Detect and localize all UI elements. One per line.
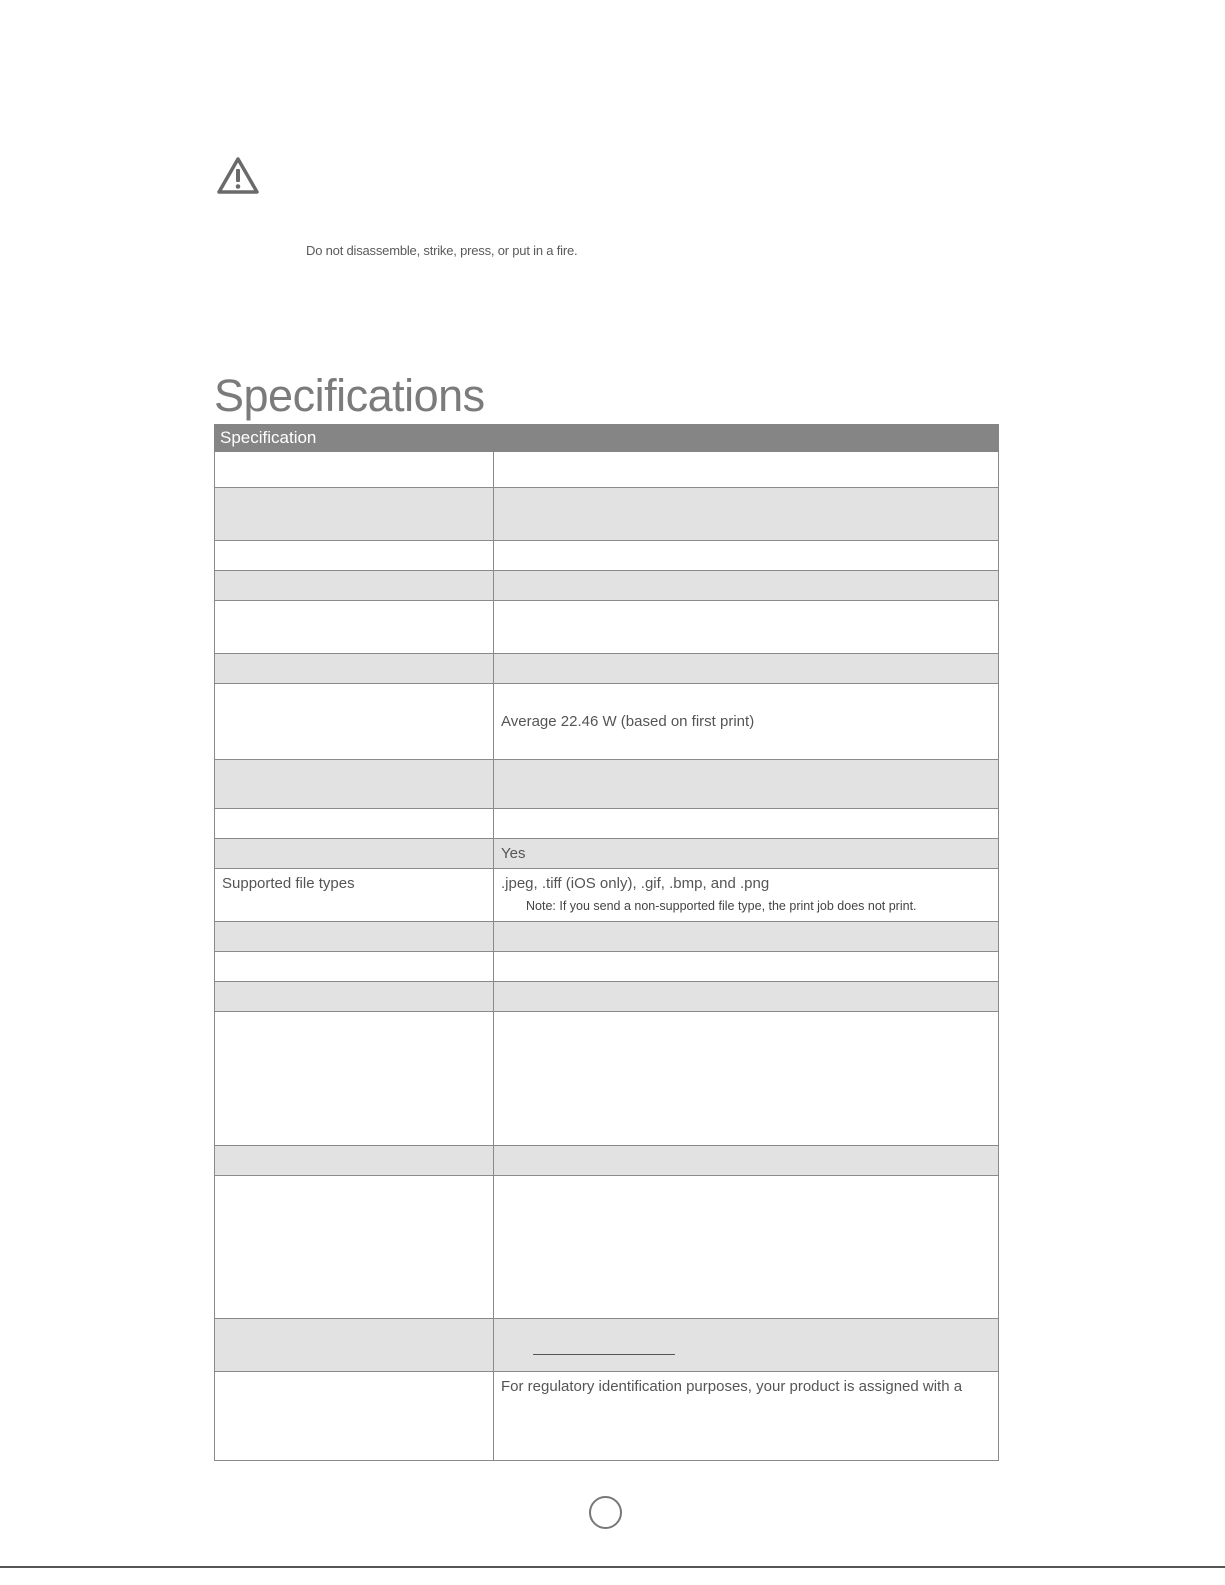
table-row [215, 1176, 999, 1319]
row-value [494, 952, 999, 982]
table-row [215, 1372, 999, 1461]
row-value [494, 809, 999, 839]
row-value: For regulatory identification purposes, your product is assigned with a [494, 1372, 999, 1461]
row-label [215, 809, 494, 839]
row-label [215, 684, 494, 760]
row-value [494, 1146, 999, 1176]
link-underline[interactable] [533, 1354, 675, 1355]
row-value: .jpeg, .tiff (iOS only), .gif, .bmp, and .png [501, 875, 770, 892]
bottom-rule [0, 1566, 1225, 1568]
row-value: Average 22.46 W (based on first print) [494, 684, 999, 760]
row-label [215, 601, 494, 654]
row-note: Note: If you send a non-supported file type, the print job does not print. [526, 899, 917, 913]
table-row [215, 684, 999, 760]
row-value [494, 654, 999, 684]
table-row [215, 1146, 999, 1176]
row-label [215, 1146, 494, 1176]
table-row [215, 452, 999, 488]
row-value: Yes [494, 839, 999, 869]
row-value [494, 922, 999, 952]
warning-text: Do not disassemble, strike, press, or put in a fire. [306, 243, 578, 258]
row-label [215, 654, 494, 684]
row-value [494, 1176, 999, 1319]
table-row [215, 541, 999, 571]
row-value [494, 760, 999, 809]
table-row [215, 571, 999, 601]
row-label [215, 541, 494, 571]
table-row [215, 952, 999, 982]
row-label [215, 760, 494, 809]
row-label [215, 839, 494, 869]
table-row [215, 1012, 999, 1146]
row-label [215, 1319, 494, 1372]
row-label: Supported file types [215, 869, 494, 922]
row-value [494, 571, 999, 601]
row-label [215, 1012, 494, 1146]
page-title: Specifications [214, 370, 485, 421]
row-label [215, 952, 494, 982]
row-label [215, 1176, 494, 1319]
row-label [215, 452, 494, 488]
table-row [215, 809, 999, 839]
table-row [215, 922, 999, 952]
table-row [215, 982, 999, 1012]
table-row [215, 839, 999, 869]
row-value-cell [494, 869, 999, 922]
table-row [215, 654, 999, 684]
table-row [215, 869, 999, 922]
row-value [494, 452, 999, 488]
table-row [215, 760, 999, 809]
row-value [494, 488, 999, 541]
table-row [215, 601, 999, 654]
row-label [215, 1372, 494, 1461]
row-value-cell [494, 1319, 999, 1372]
spec-table [214, 424, 999, 1461]
row-label [215, 982, 494, 1012]
table-header-row [215, 425, 999, 452]
row-value [494, 541, 999, 571]
page-number-circle [589, 1496, 622, 1529]
row-value [494, 982, 999, 1012]
table-row [215, 488, 999, 541]
table-row [215, 1319, 999, 1372]
row-value [494, 1012, 999, 1146]
row-label [215, 922, 494, 952]
row-label [215, 488, 494, 541]
table-header: Specification [215, 425, 999, 452]
row-label [215, 571, 494, 601]
row-value [494, 601, 999, 654]
warning-triangle-icon [216, 156, 260, 196]
